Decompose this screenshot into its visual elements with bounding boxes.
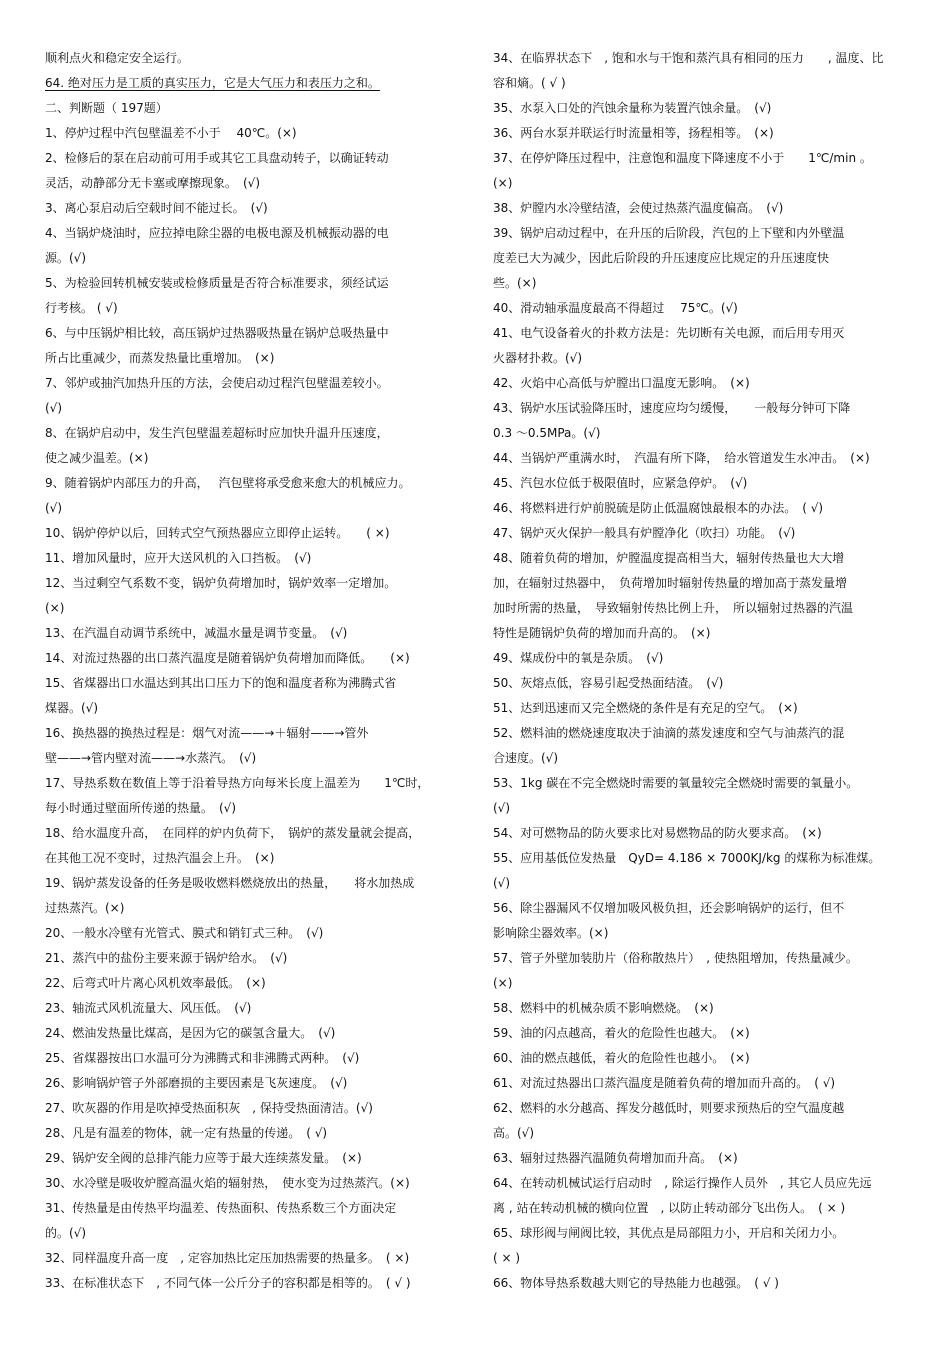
left-column-line: 壁——→管内壁对流——→水蒸汽。 (√) bbox=[45, 751, 257, 765]
right-column-line: 39、锅炉启动过程中，在升压的后阶段，汽包的上下壁和内外壁温 bbox=[493, 226, 845, 240]
left-column-line: 31、传热量是由传热平均温差、传热面积、传热系数三个方面决定 bbox=[45, 1201, 397, 1215]
right-column bbox=[493, 46, 913, 1296]
left-column-line: 18、给水温度升高， 在同样的炉内负荷下， 锅炉的蒸发量就会提高， bbox=[45, 826, 421, 840]
left-column-line: 22、后弯式叶片离心风机效率最低。 (×) bbox=[45, 976, 266, 990]
right-column-line: 37、在停炉降压过程中，注意饱和温度下降速度不小于 1℃/min 。 bbox=[493, 151, 872, 165]
right-column-line: 加时所需的热量， 导致辐射传热比例上升， 所以辐射过热器的汽温 bbox=[493, 601, 854, 615]
right-column-line: (×) bbox=[493, 976, 513, 990]
right-column-line: 特性是随锅炉负荷的增加而升高的。 (×) bbox=[493, 626, 711, 640]
right-column-line: 57、管子外壁加装肋片（俗称散热片） , 使热阻增加，传热量减少。 bbox=[493, 951, 858, 965]
left-column-line: (×) bbox=[45, 601, 65, 615]
left-column-line: 过热蒸汽。(×) bbox=[45, 901, 125, 915]
right-column-line: 44、当锅炉严重满水时， 汽温有所下降， 给水管道发生水冲击。 (×) bbox=[493, 451, 870, 465]
right-column-line: 60、油的燃点越低，着火的危险性也越小。 (×) bbox=[493, 1051, 750, 1065]
left-column-line: 14、对流过热器的出口蒸汽温度是随着锅炉负荷增加而降低。 (×) bbox=[45, 651, 410, 665]
left-column-line: 24、燃油发热量比煤高，是因为它的碳氢含量大。 (√) bbox=[45, 1026, 336, 1040]
left-column-line: 6、与中压锅炉相比较，高压锅炉过热器吸热量在锅炉总吸热量中 bbox=[45, 326, 389, 340]
right-column-line: 43、锅炉水压试验降压时，速度应均匀缓慢， 一般每分钟可下降 bbox=[493, 401, 851, 415]
right-column-line: 合速度。(√) bbox=[493, 751, 559, 765]
right-column-line: 58、燃料中的机械杂质不影响燃烧。 (×) bbox=[493, 1001, 714, 1015]
right-column-line: ( × ) bbox=[493, 1251, 521, 1265]
left-column bbox=[45, 46, 465, 1296]
left-column-line: 13、在汽温自动调节系统中，减温水量是调节变量。 (√) bbox=[45, 626, 348, 640]
right-column-line: 47、锅炉灭火保护一般具有炉膛净化（吹扫）功能。 (√) bbox=[493, 526, 796, 540]
right-column-line: 42、火焰中心高低与炉膛出口温度无影响。 (×) bbox=[493, 376, 750, 390]
left-column-line: 33、在标准状态下 , 不同气体一公斤分子的容积都是相等的。 ( √ ) bbox=[45, 1276, 411, 1290]
left-column-line: 27、吹灰器的作用是吹掉受热面积灰 , 保持受热面清洁。(√) bbox=[45, 1101, 373, 1115]
left-column-line: 29、锅炉安全阀的总排汽能力应等于最大连续蒸发量。 (×) bbox=[45, 1151, 362, 1165]
left-column-line: 25、省煤器按出口水温可分为沸腾式和非沸腾式两种。 (√) bbox=[45, 1051, 360, 1065]
left-column-line: 15、省煤器出口水温达到其出口压力下的饱和温度者称为沸腾式省 bbox=[45, 676, 397, 690]
right-column-line: 66、物体导热系数越大则它的导热能力也越强。 ( √ ) bbox=[493, 1276, 779, 1290]
right-column-line: 52、燃料油的燃烧速度取决于油滴的蒸发速度和空气与油蒸汽的混 bbox=[493, 726, 845, 740]
left-column-line: 3、离心泵启动后空载时间不能过长。 (√) bbox=[45, 201, 268, 215]
right-column-line: 56、除尘器漏风不仅增加吸风极负担，还会影响锅炉的运行，但不 bbox=[493, 901, 845, 915]
left-column-line: 9、随着锅炉内部压力的升高， 汽包壁将承受愈来愈大的机械应力。 bbox=[45, 476, 411, 490]
left-column-line: 行考核。 ( √) bbox=[45, 301, 118, 315]
right-column-line: 55、应用基低位发热量 QyD= 4.186 × 7000KJ/kg 的煤称为标准煤。 bbox=[493, 851, 881, 865]
right-column-line: 48、随着负荷的增加，炉膛温度提高相当大，辐射传热量也大大增 bbox=[493, 551, 845, 565]
right-column-line: 65、球形阀与闸阀比较，其优点是局部阻力小，开启和关闭力小。 bbox=[493, 1226, 845, 1240]
right-column-line: 49、煤成份中的氧是杂质。 (√) bbox=[493, 651, 664, 665]
right-column-line: 离 , 站在转动机械的横向位置 , 以防止转动部分飞出伤人。 ( × ) bbox=[493, 1201, 846, 1215]
left-column-line: 30、水冷壁是吸收炉膛高温火焰的辐射热， 使水变为过热蒸汽。(×) bbox=[45, 1176, 410, 1190]
left-column-line: 23、轴流式风机流量大、风压低。 (√) bbox=[45, 1001, 252, 1015]
left-column-line: 4、当锅炉烧油时，应拉掉电除尘器的电极电源及机械振动器的电 bbox=[45, 226, 389, 240]
right-column-line: 34、在临界状态下 , 饱和水与干饱和蒸汽具有相同的压力 , 温度、比 bbox=[493, 51, 884, 65]
left-column-line: 17、导热系数在数值上等于沿着导热方向每米长度上温差为 1℃时， bbox=[45, 776, 430, 790]
left-column-line: 2、检修后的泵在启动前可用手或其它工具盘动转子，以确证转动 bbox=[45, 151, 389, 165]
left-column-line: 每小时通过壁面所传递的热量。 (√) bbox=[45, 801, 237, 815]
left-column-line: 7、邻炉或抽汽加热升压的方法，会使启动过程汽包壁温差较小。 bbox=[45, 376, 389, 390]
left-column-line: 的。(√) bbox=[45, 1226, 87, 1240]
left-column-line: 灵活，动静部分无卡塞或摩擦现象。 (√) bbox=[45, 176, 261, 190]
right-column-line: 45、汽包水位低于极限值时，应紧急停炉。 (√) bbox=[493, 476, 748, 490]
left-column-line: 顺利点火和稳定安全运行。 bbox=[45, 51, 190, 65]
right-column-line: 些。(×) bbox=[493, 276, 537, 290]
left-column-line: (√) bbox=[45, 401, 63, 415]
right-column-line: 度差已大为减少，因此后阶段的升压速度应比规定的升压速度快 bbox=[493, 251, 830, 265]
right-column-line: 54、对可燃物品的防火要求比对易燃物品的防火要求高。 (×) bbox=[493, 826, 822, 840]
left-column-line: 32、同样温度升高一度 , 定容加热比定压加热需要的热量多。 ( ×) bbox=[45, 1251, 410, 1265]
left-column-line: 12、当过剩空气系数不变，锅炉负荷增加时，锅炉效率一定增加。 bbox=[45, 576, 397, 590]
left-column-line: 源。(√) bbox=[45, 251, 87, 265]
left-column-line: 使之减少温差。(×) bbox=[45, 451, 149, 465]
right-column-line: 影响除尘器效率。(×) bbox=[493, 926, 609, 940]
left-column-line: 5、为检验回转机械安装或检修质量是否符合标准要求，须经试运 bbox=[45, 276, 389, 290]
right-column-line: 40、滑动轴承温度最高不得超过 75℃。(√) bbox=[493, 301, 738, 315]
left-column-line: 26、影响锅炉管子外部磨损的主要因素是飞灰速度。 (√) bbox=[45, 1076, 348, 1090]
right-column-line: 59、油的闪点越高，着火的危险性也越大。 (×) bbox=[493, 1026, 750, 1040]
right-column-line: 35、水泵入口处的汽蚀余量称为装置汽蚀余量。 (√) bbox=[493, 101, 772, 115]
left-column-line: 1、停炉过程中汽包壁温差不小于 40℃。(×) bbox=[45, 126, 297, 140]
right-column-line: 容和熵。( √ ) bbox=[493, 76, 566, 90]
right-column-line: 46、将燃料进行炉前脱硫是防止低温腐蚀最根本的办法。 ( √) bbox=[493, 501, 824, 515]
left-column-line: 64. 绝对压力是工质的真实压力，它是大气压力和表压力之和。 bbox=[45, 76, 380, 90]
right-column-line: (√) bbox=[493, 876, 511, 890]
right-column-line: 0.3 ～0.5MPa。(√) bbox=[493, 426, 601, 440]
right-column-line: 64、在转动机械试运行启动时 , 除运行操作人员外 , 其它人员应先远 bbox=[493, 1176, 872, 1190]
right-column-line: 63、辐射过热器汽温随负荷增加而升高。 (×) bbox=[493, 1151, 738, 1165]
left-column-line: 11、增加风量时，应开大送风机的入口挡板。 (√) bbox=[45, 551, 312, 565]
right-column-line: 38、炉膛内水冷壁结渣，会使过热蒸汽温度偏高。 (√) bbox=[493, 201, 784, 215]
right-column-line: 51、达到迅速而又完全燃烧的条件是有充足的空气。 (×) bbox=[493, 701, 798, 715]
right-column-line: 61、对流过热器出口蒸汽温度是随着负荷的增加而升高的。 ( √) bbox=[493, 1076, 836, 1090]
right-column-line: 加，在辐射过热器中， 负荷增加时辐射传热量的增加高于蒸发量增 bbox=[493, 576, 848, 590]
right-column-line: (√) bbox=[493, 801, 511, 815]
left-column-line: (√) bbox=[45, 501, 63, 515]
left-column-line: 二、判断题（ 197题） bbox=[45, 101, 168, 115]
right-column-line: 36、两台水泵并联运行时流量相等，扬程相等。 (×) bbox=[493, 126, 774, 140]
left-column-line: 在其他工况不变时，过热汽温会上升。 (×) bbox=[45, 851, 275, 865]
right-column-line: 50、灰熔点低，容易引起受热面结渣。 (√) bbox=[493, 676, 724, 690]
right-column-line: 火器材扑救。(√) bbox=[493, 351, 583, 365]
left-column-line: 28、凡是有温差的物体，就一定有热量的传递。 ( √) bbox=[45, 1126, 328, 1140]
right-column-line: 高。(√) bbox=[493, 1126, 535, 1140]
left-column-line: 19、锅炉蒸发设备的任务是吸收燃料燃烧放出的热量， 将水加热成 bbox=[45, 876, 415, 890]
left-column-line: 8、在锅炉启动中，发生汽包壁温差超标时应加快升温升压速度， bbox=[45, 426, 389, 440]
right-column-line: 41、电气设备着火的扑救方法是：先切断有关电源，而后用专用灭 bbox=[493, 326, 845, 340]
left-column-line: 21、蒸汽中的盐份主要来源于锅炉给水。 (√) bbox=[45, 951, 288, 965]
left-column-line: 20、一般水冷壁有光管式、膜式和销钉式三种。 (√) bbox=[45, 926, 324, 940]
right-column-line: 62、燃料的水分越高、挥发分越低时，则要求预热后的空气温度越 bbox=[493, 1101, 845, 1115]
left-column-line: 煤器。(√) bbox=[45, 701, 99, 715]
left-column-line: 16、换热器的换热过程是：烟气对流——→＋辐射——→管外 bbox=[45, 726, 369, 740]
left-column-line: 10、锅炉停炉以后，回转式空气预热器应立即停止运转。 ( ×) bbox=[45, 526, 390, 540]
left-column-line: 所占比重减少，而蒸发热量比重增加。 (×) bbox=[45, 351, 275, 365]
right-column-line: 53、1kg 碳在不完全燃烧时需要的氧量较完全燃烧时需要的氧量小。 bbox=[493, 776, 859, 790]
right-column-line: (×) bbox=[493, 176, 513, 190]
